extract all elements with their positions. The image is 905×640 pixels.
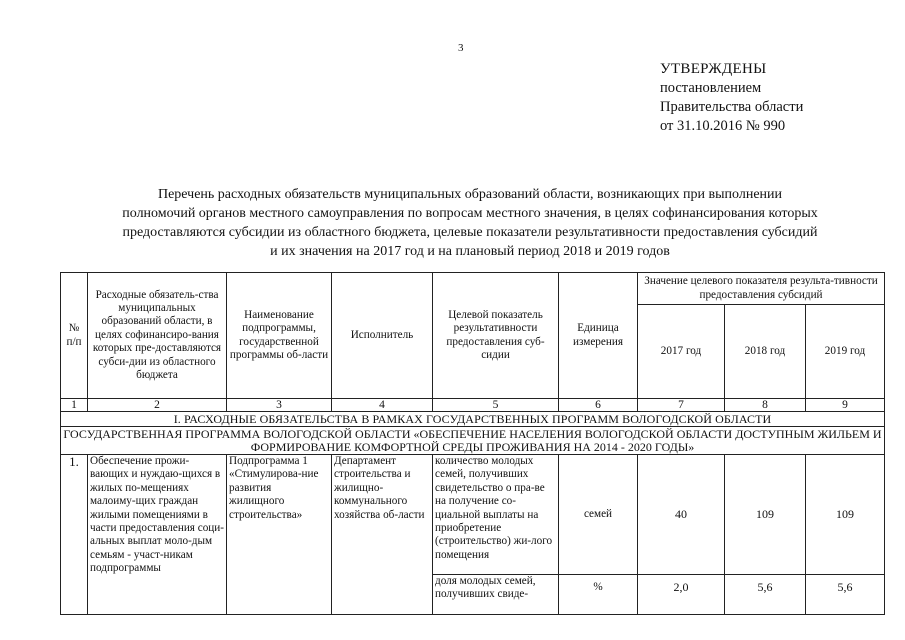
header-2019: 2019 год [806, 305, 885, 399]
column-number: 3 [227, 399, 332, 412]
title-line: Перечень расходных обязательств муниципальных образований области, возникающих при выполнении [157, 187, 783, 202]
value-2019: 109 [806, 455, 885, 575]
header-2017: 2017 год [638, 305, 725, 399]
column-number: 4 [332, 399, 433, 412]
header-subprogram: Наименование подпрограммы, государственной программы об-ласти [227, 273, 332, 399]
indicator-text: количество молодых семей, получивших свидетельство о пра-ве на получение со-циальной выплаты на приобретение (строительство) жи-лого помещения [433, 455, 559, 575]
approval-line: Правительства области [660, 99, 804, 115]
header-num: № п/п [61, 273, 88, 399]
page-number: 3 [458, 42, 464, 54]
title-line: полномочий органов местного самоуправления по вопросам местного значения, в целях софинансирования которых [122, 206, 818, 221]
section-heading: I. РАСХОДНЫЕ ОБЯЗАТЕЛЬСТВА В РАМКАХ ГОСУДАРСТВЕННЫХ ПРОГРАММ ВОЛОГОДСКОЙ ОБЛАСТИ [61, 412, 885, 427]
indicator-text: доля молодых семей, получивших свиде- [433, 575, 559, 615]
header-value-group: Значение целевого показателя результа-тивности предоставления субсидий [638, 273, 885, 305]
column-number: 8 [725, 399, 806, 412]
obligations-table [60, 272, 885, 615]
column-number: 1 [61, 399, 88, 412]
title-line: предоставляются субсидии из областного бюджета, целевые показатели результативности предоставления субсидий [122, 225, 818, 240]
value-2019: 5,6 [806, 575, 885, 615]
column-number: 2 [88, 399, 227, 412]
column-number: 9 [806, 399, 885, 412]
subprogram-name: Подпрограмма 1 «Стимулирова-ние развития жилищного строительства» [227, 455, 332, 615]
column-number: 5 [433, 399, 559, 412]
approval-line: постановлением [660, 80, 762, 96]
header-unit: Единица измерения [559, 273, 638, 399]
obligation-text: Обеспечение прожи-вающих и нуждаю-щихся в жилых по-мещениях малоиму-щих граждан жилыми помещениями в части предоставления соци-альных выплат моло-дым семьям - участ-никам подпрограммы [88, 455, 227, 615]
executor-name: Департамент строительства и жилищно-коммунального хозяйства об-ласти [332, 455, 433, 615]
value-2018: 5,6 [725, 575, 806, 615]
column-number: 7 [638, 399, 725, 412]
indicator-unit: % [559, 575, 638, 615]
row-number: 1. [61, 455, 88, 615]
value-2018: 109 [725, 455, 806, 575]
approval-heading: УТВЕРЖДЕНЫ [660, 61, 767, 77]
document-title [90, 185, 850, 261]
header-2018: 2018 год [725, 305, 806, 399]
value-2017: 40 [638, 455, 725, 575]
program-heading: ГОСУДАРСТВЕННАЯ ПРОГРАММА ВОЛОГОДСКОЙ ОБЛАСТИ «ОБЕСПЕЧЕНИЕ НАСЕЛЕНИЯ ВОЛОГОДСКОЙ ОБЛАСТИ ДОСТУПНЫМ ЖИЛЬЕМ И ФОРМИРОВАНИЕ КОМФОРТНОЙ СРЕДЫ ПРОЖИВАНИЯ НА 2014 - 2020 ГОДЫ» [61, 427, 885, 455]
value-2017: 2,0 [638, 575, 725, 615]
title-line: и их значения на 2017 год и на плановый период 2018 и 2019 годов [270, 244, 670, 259]
header-executor: Исполнитель [332, 273, 433, 399]
approval-date: от 31.10.2016 № 990 [660, 118, 786, 134]
column-number: 6 [559, 399, 638, 412]
approval-stamp [660, 60, 803, 136]
indicator-unit: семей [559, 455, 638, 575]
header-indicator: Целевой показатель результативности предоставления суб-сидии [433, 273, 559, 399]
header-obligations: Расходные обязатель-ства муниципальных образований области, в целях софинансиро-вания которых пре-доставляются субси-дии из областного бюджета [88, 273, 227, 399]
